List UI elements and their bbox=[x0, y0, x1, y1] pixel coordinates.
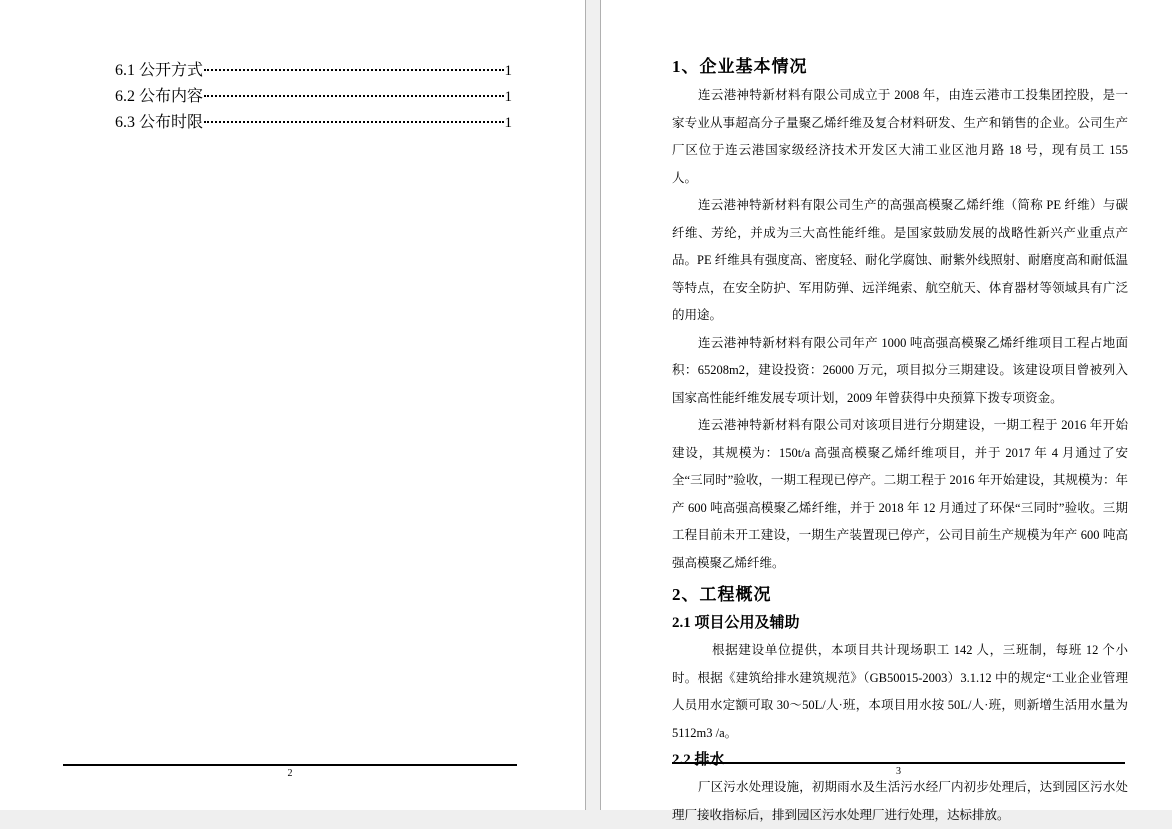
section-1-paragraph-4: 连云港神特新材料有限公司对该项目进行分期建设，一期工程于 2016 年开始建设，其规模为：150t/a 高强高模聚乙烯纤维项目，并于 2017 年 4 月通过了安全“三同时”验收，一期工程现已停产。二期工程于 2016 年开始建设，其规模为：年产 600 吨高强高模聚乙烯纤维，并于 2018 年 12 月通过了环保“三同时”验收。三期工程目前未开工建设，一期生产装置现已停产，公司目前生产规模为年产 600 吨高强高模聚乙烯纤维。 bbox=[672, 418, 1128, 570]
toc-dotted-leader bbox=[204, 69, 503, 71]
document-page-right bbox=[601, 0, 1172, 822]
section-1-paragraph-2: 连云港神特新材料有限公司生产的高强高模聚乙烯纤维（简称 PE 纤维）与碳纤维、芳纶，并成为三大高性能纤维。是国家鼓励发展的战略性新兴产业重点产品。PE 纤维具有强度高、密度轻、耐化学腐蚀、耐紫外线照射、耐磨度高和耐低温等特点，在安全防护、军用防弹、远洋绳索、航空航天、体育器材等领域具有广泛的用途。 bbox=[672, 198, 1128, 322]
toc-page-number: 1 bbox=[504, 89, 512, 105]
page-gap-divider bbox=[585, 0, 601, 810]
document-page-left bbox=[0, 0, 585, 810]
section-2-1-heading: 2.1 项目公用及辅助 bbox=[672, 615, 800, 631]
section-2-2-heading: 2.2 排水 bbox=[672, 752, 725, 768]
footer-page-number: 3 bbox=[896, 766, 901, 777]
toc-entry-label: 6.1 公开方式 bbox=[115, 62, 204, 79]
toc-dotted-leader bbox=[204, 121, 503, 123]
toc-dotted-leader bbox=[204, 95, 503, 97]
section-2-2-paragraph: 厂区污水处理设施，初期雨水及生活污水经厂内初步处理后，达到园区污水处理厂接收指标后，排到园区污水处理厂进行处理，达标排放。 bbox=[672, 780, 1128, 822]
section-1-paragraph-1: 连云港神特新材料有限公司成立于 2008 年，由连云港市工投集团控股，是一家专业从事超高分子量聚乙烯纤维及复合材料研发、生产和销售的企业。公司生产厂区位于连云港国家级经济技术开发区大浦工业区池月路 18 号，现有员工 155 人。 bbox=[672, 88, 1128, 185]
table-of-contents bbox=[115, 58, 512, 136]
toc-entry-label: 6.3 公布时限 bbox=[115, 114, 204, 131]
toc-page-number: 1 bbox=[504, 63, 512, 79]
toc-entry-6-2[interactable] bbox=[115, 84, 512, 110]
section-2-heading: 2、工程概况 bbox=[672, 585, 772, 604]
toc-page-number: 1 bbox=[504, 115, 512, 131]
toc-entry-label: 6.2 公布内容 bbox=[115, 88, 204, 105]
footer-page-number: 2 bbox=[287, 768, 293, 779]
toc-entry-6-1[interactable] bbox=[115, 58, 512, 84]
document-content bbox=[672, 52, 1128, 829]
page-footer bbox=[63, 764, 517, 780]
toc-entry-6-3[interactable] bbox=[115, 110, 512, 136]
section-1-paragraph-3: 连云港神特新材料有限公司年产 1000 吨高强高模聚乙烯纤维项目工程占地面积：65208m2，建设投资：26000 万元，项目拟分三期建设。该建设项目曾被列入国家高性能纤维发展专项计划，2009 年曾获得中央预算下拨专项资金。 bbox=[672, 335, 1128, 405]
section-1-heading: 1、企业基本情况 bbox=[672, 57, 808, 76]
page-footer bbox=[672, 762, 1125, 778]
section-2-1-paragraph: 根据建设单位提供，本项目共计现场职工 142 人，三班制，每班 12 个小时。根据《建筑给排水建筑规范》（GB50015-2003）3.1.12 中的规定“工业企业管理人员用水定额可取 30～50L/人·班，本项目用水按 50L/人·班，则新增生活用水量为 5112m3 /a。 bbox=[672, 643, 1128, 740]
